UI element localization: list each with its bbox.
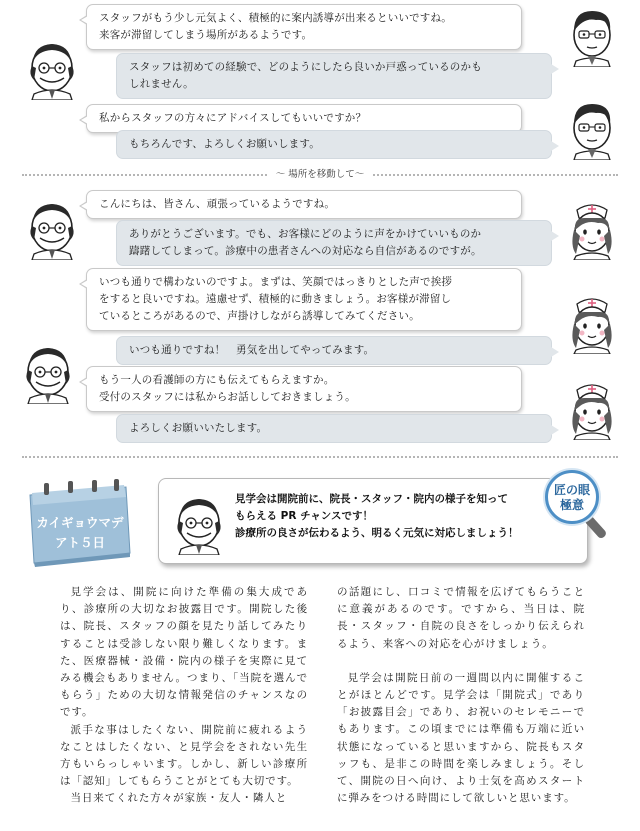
bubble-line: もう一人の看護師の方にも伝えてもらえますか。 [99,374,335,386]
bubble-line: しれません。 [129,78,194,90]
article-paragraph: 当日来てくれた方々が家族・友人・隣人と [70,792,288,805]
tip-box [158,478,588,564]
scene-change-label [0,166,640,180]
nurse-avatar [562,196,622,260]
director-avatar [22,36,82,100]
bubble-line: をすると良いですね。遠慮せず、積極的に動きましょう。お客様が滞留し [99,293,452,305]
countdown-calendar [26,479,134,567]
bubble-line: 来客が滞留してしまう場所があるようです。 [99,29,313,41]
speech-bubble-director [86,366,522,412]
speech-bubble-director [86,4,522,50]
tip-line: 見学会は開院前に、院長・スタッフ・院内の様子を知って [235,493,508,505]
speech-bubble-nurse [116,414,552,443]
tip-line: 診療所の良さが伝わるよう、明るく元気に対応しましょう！ [235,527,519,539]
article-paragraph: の話題にし、口コミで情報を広げてもらうことに意義があるのです。ですから、当日は、院長・スタッフ・自院の良さをしっかり伝えられるよう、来客への対応を心がけましょう。 [337,586,585,650]
calendar-line-2: アト５日 [54,535,105,550]
speech-bubble-staff [116,53,552,99]
badge-line-1: 匠の眼 [553,483,590,497]
dotted-divider [22,456,618,458]
tip-text [235,491,519,542]
magnifier-badge [545,470,599,524]
bubble-line: ありがとうございます。でも、お客様にどのように声をかけていいものか [129,228,482,240]
speech-bubble-director [86,268,522,331]
nurse-avatar [562,376,622,440]
scene-change-text: ～ 場所を移動して～ [268,169,373,180]
speech-bubble-director [86,190,522,219]
calendar-line-1: カイギョウマデ [36,515,124,530]
director-avatar [22,196,82,260]
paragraph-gap [337,653,585,670]
bubble-line: こんにちは、皆さん、頑張っているようですね。 [99,198,336,210]
director-avatar [18,340,78,404]
article-paragraph: 派手な事はしたくない、開院前に疲れるようなことはしたくない、と見学会をされない先生方もいらっしゃいます。しかし、新しい診療所は「認知」してもらうことがとても大切です。 [60,723,308,788]
bubble-line: よろしくお願いいたします。 [129,422,268,434]
bubble-line: ているところがあるので、声掛けしながら誘導してみてください。 [99,310,420,322]
speech-bubble-nurse [116,336,552,365]
article-paragraph: 見学会は、開院に向けた準備の集大成であり、診療所の大切なお披露目です。開院した後は、院長、スタッフの顔を見たり話してみたりすることは受診しない限り難しくなります。また、医療器械・設備・院内の様子を実際に見てみる機会もありません。つまり、「当院を選んでもらう」ための大切な情報発信のチャンスなのです。 [60,586,308,719]
staff-avatar [562,96,622,160]
bubble-line: いつも通りで構わないのですよ。まずは、笑顔ではっきりとした声で挨拶 [99,276,453,288]
bubble-line: 受付のスタッフには私からお話ししておきましょう。 [99,391,356,403]
article-paragraph: 見学会は開院日前の一週間以内に開催することがほとんどです。見学会は「開院式」であり「お披露目会」であり、お祝いのセレモニーでもあります。この頃までには準備も万端に近い状態になっていると思いますから、院長もスタッフも、是非この時間を楽しみましょう。そして、開院の日へ向け、より士気を高めスタートに弾みをつける時間にして欲しいと思います。 [337,671,585,805]
bubble-line: 私からスタッフの方々にアドバイスしてもいいですか？ [99,112,367,124]
staff-avatar [562,3,622,67]
bubble-line: スタッフがもう少し元気よく、積極的に案内誘導が出来るといいですね。 [99,12,452,24]
bubble-line: スタッフは初めての経験で、どのようにしたら良いか戸惑っているのかも [129,61,482,73]
director-avatar [169,491,229,555]
bubble-line: もちろんです、よろしくお願いします。 [129,138,320,150]
speech-bubble-director [86,104,522,133]
article-left-column [60,584,308,808]
badge-line-2: 極意 [559,498,584,512]
bubble-line: 躊躇してしまって。診療中の患者さんへの対応なら自信があるのですが。 [129,245,482,257]
tip-line: もらえる PR チャンスです！ [235,510,373,522]
article-right-column [337,584,585,807]
bubble-line: いつも通りですね！ 勇気を出してやってみます。 [129,344,375,356]
speech-bubble-staff [116,130,552,159]
speech-bubble-nurse [116,220,552,266]
nurse-avatar [562,290,622,354]
